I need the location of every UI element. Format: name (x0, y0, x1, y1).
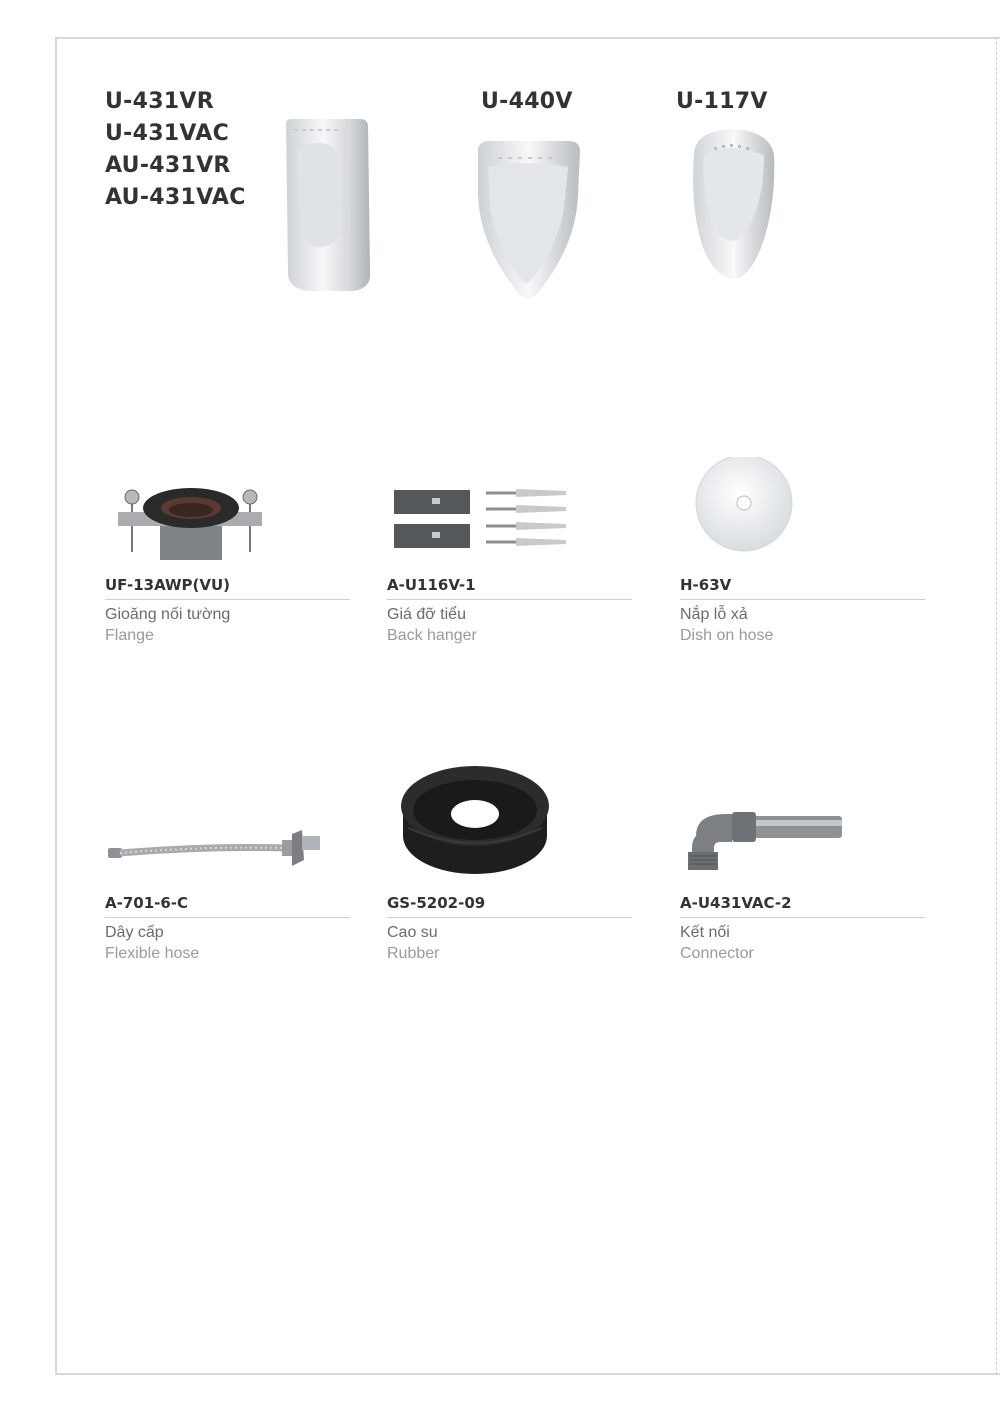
accessory-code: GS-5202-09 (387, 894, 486, 912)
accessory-item (680, 575, 925, 647)
model-codes-group-1 (105, 86, 246, 214)
accessory-name-en: Flange (105, 627, 154, 644)
model-code-group-2: U-440V (481, 89, 573, 114)
accessory-name-en: Rubber (387, 945, 440, 962)
divider (680, 917, 925, 918)
accessory-code: A-701-6-C (105, 894, 189, 912)
accessory-code: A-U116V-1 (387, 576, 476, 594)
model-code: U-431VAC (105, 121, 230, 146)
page-cut-edge (996, 37, 997, 1375)
accessory-name-en: Dish on hose (680, 627, 774, 644)
accessory-name-vi: Cao su (387, 924, 438, 941)
accessory-name-vi: Gioăng nối tường (105, 606, 231, 623)
flange-image (110, 482, 270, 562)
flexible-hose-image (106, 826, 326, 872)
accessory-name-vi: Nắp lỗ xả (680, 606, 748, 623)
back-hanger-image (390, 484, 574, 556)
accessory-item (387, 893, 632, 965)
model-code-group-3: U-117V (676, 89, 768, 114)
model-code: AU-431VR (105, 153, 231, 178)
divider (680, 599, 925, 600)
accessory-name-vi: Giá đỡ tiểu (387, 606, 466, 623)
accessory-code: H-63V (680, 576, 732, 594)
accessory-name-vi: Dây cấp (105, 924, 164, 941)
accessory-item (105, 575, 350, 647)
accessory-code: UF-13AWP(VU) (105, 576, 231, 594)
divider (387, 917, 632, 918)
accessory-name-vi: Kết nối (680, 924, 730, 941)
model-code: AU-431VAC (105, 185, 246, 210)
pipe-connector-image (686, 808, 846, 874)
wall-urinal-rectangular-image (278, 115, 374, 295)
accessory-name-en: Connector (680, 945, 754, 962)
accessory-name-en: Back hanger (387, 627, 477, 644)
divider (105, 599, 350, 600)
divider (387, 599, 632, 600)
accessory-item (387, 575, 632, 647)
dish-cover-image (694, 457, 794, 557)
wall-urinal-shield-image (472, 137, 584, 305)
accessory-item (680, 893, 925, 965)
wall-urinal-oval-image (684, 125, 780, 283)
rubber-gasket-image (398, 762, 552, 878)
divider (105, 917, 350, 918)
model-code: U-431VR (105, 89, 214, 114)
accessory-item (105, 893, 350, 965)
accessory-code: A-U431VAC-2 (680, 894, 792, 912)
accessory-name-en: Flexible hose (105, 945, 200, 962)
